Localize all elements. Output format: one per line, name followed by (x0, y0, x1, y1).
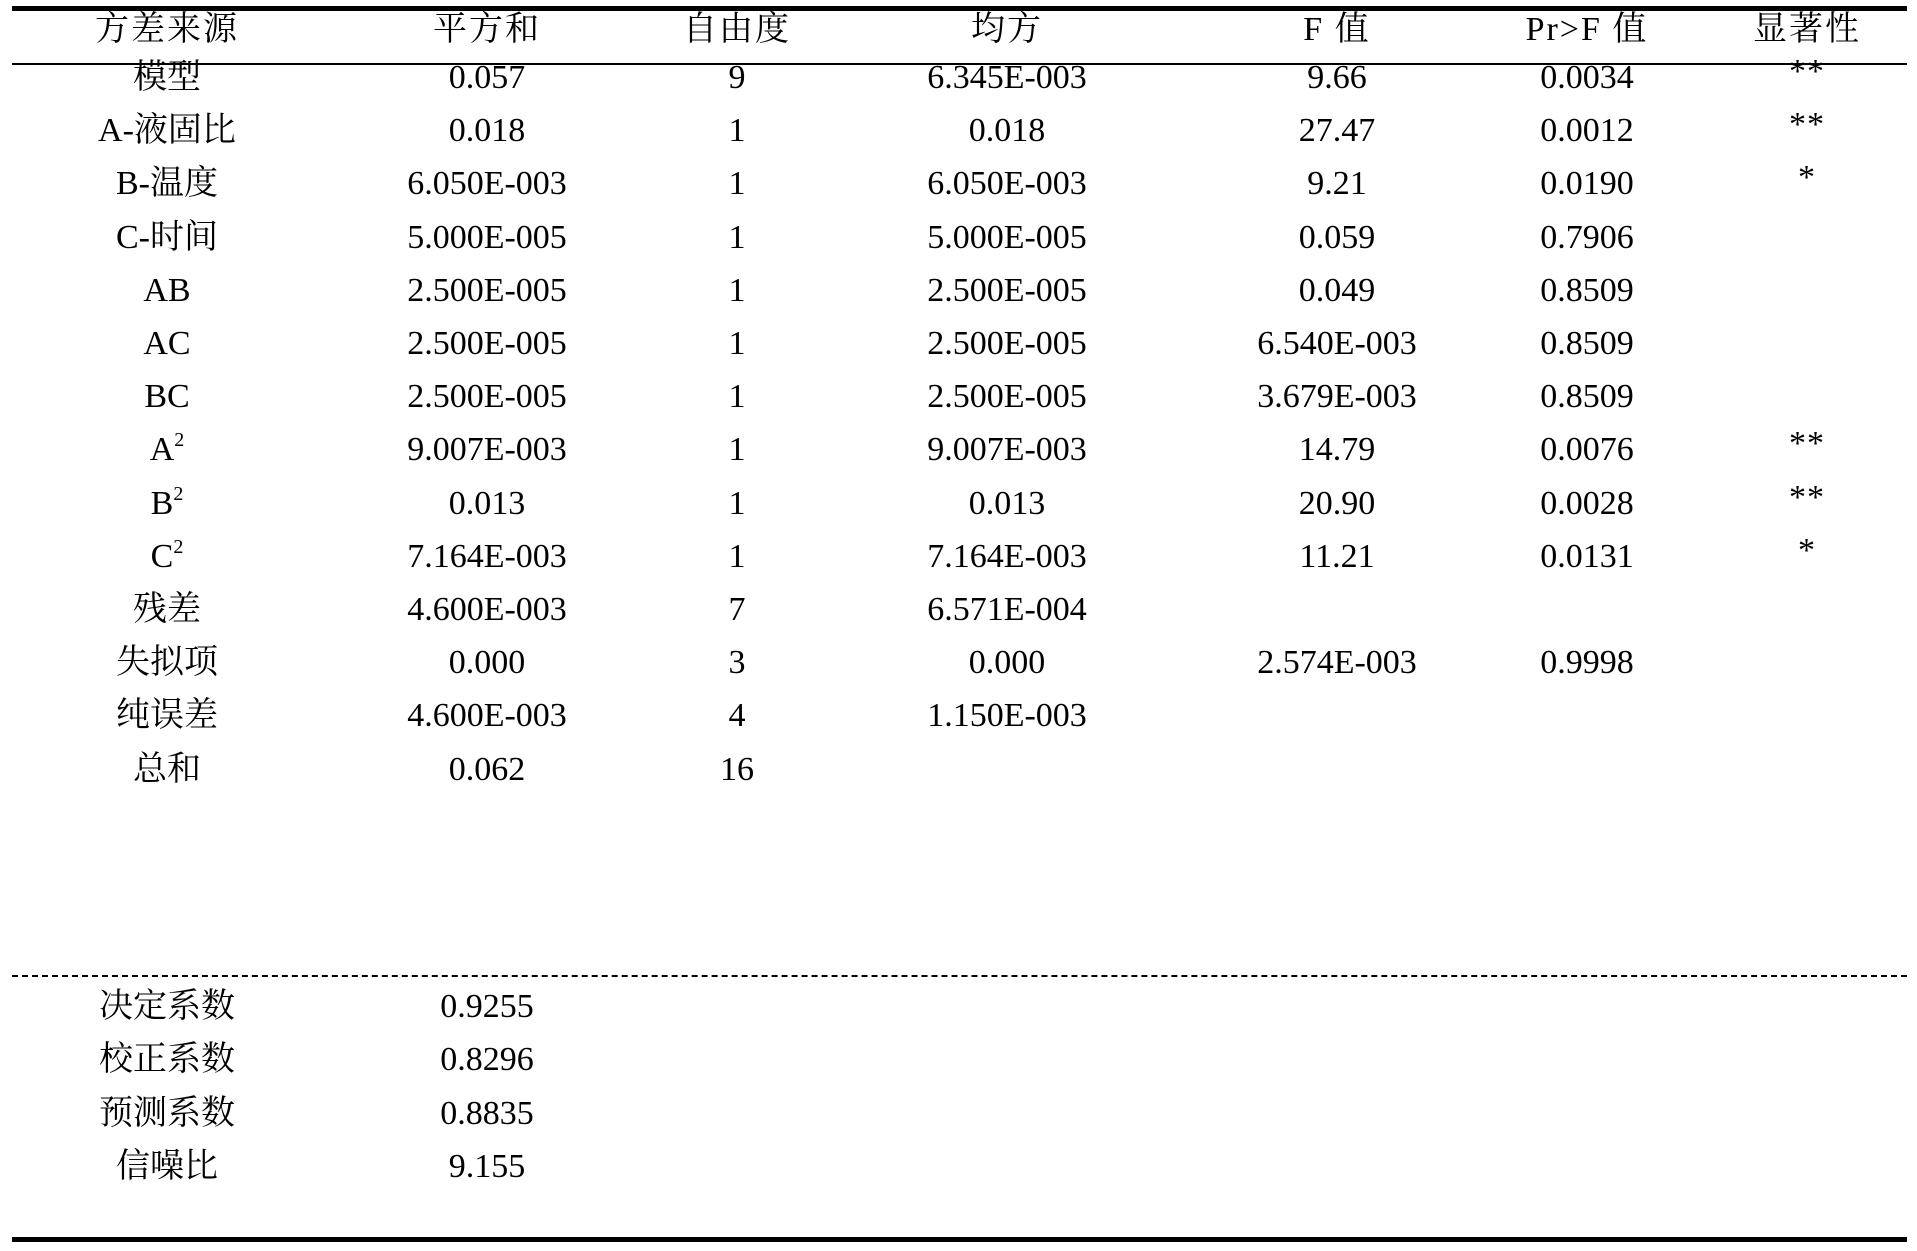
stat-value: 0.8835 (440, 1094, 534, 1132)
cell-significance (1712, 271, 1902, 311)
table-dashed-separator (12, 975, 1907, 977)
cell-p-value (1452, 643, 1722, 683)
f-value-value: 14.79 (1298, 431, 1376, 469)
cell-p-value (1452, 590, 1722, 630)
sum-of-squares-value: 2.500E-005 (407, 325, 567, 362)
cell-sum-of-squares (342, 377, 632, 417)
f-value-value: 0.049 (1298, 271, 1376, 309)
sum-of-squares-value: 4.600E-003 (407, 591, 567, 628)
cell-source (52, 271, 282, 311)
header-sum-of-squares: 平方和 (433, 11, 541, 48)
cell-degrees-of-freedom (642, 218, 832, 258)
f-value-value: 20.90 (1298, 484, 1376, 522)
cell-significance (1712, 106, 1902, 151)
table-row (12, 271, 1907, 311)
degrees-of-freedom-value: 1 (728, 325, 746, 362)
anova-table (12, 0, 1907, 1251)
source-label: A-液固比 (98, 112, 236, 150)
degrees-of-freedom-value: 1 (728, 271, 746, 309)
f-value-value: 2.574E-003 (1257, 644, 1417, 682)
cell-sum-of-squares (342, 58, 632, 98)
mean-square-value: 0.000 (968, 644, 1046, 682)
cell-sum-of-squares (342, 218, 632, 258)
cell-source (52, 696, 282, 736)
cell-sum-of-squares (342, 696, 632, 736)
mean-square-value: 5.000E-005 (927, 218, 1087, 256)
mean-square-value: 2.500E-005 (927, 325, 1087, 362)
mean-square-value: 2.500E-005 (927, 271, 1087, 309)
sum-of-squares-value: 0.018 (448, 112, 526, 150)
cell-source (52, 164, 282, 204)
cell-significance (1712, 159, 1902, 204)
cell-degrees-of-freedom (642, 164, 832, 204)
cell-source (52, 537, 282, 577)
cell-source (52, 643, 282, 683)
significance-value: * (1798, 159, 1816, 197)
degrees-of-freedom-value: 16 (720, 750, 754, 788)
cell-degrees-of-freedom (642, 484, 832, 524)
cell-significance (1712, 324, 1902, 364)
p-value-value: 0.0076 (1540, 431, 1634, 469)
cell-p-value (1452, 537, 1722, 577)
f-value-value: 6.540E-003 (1257, 325, 1417, 362)
cell-degrees-of-freedom (642, 271, 832, 311)
degrees-of-freedom-value: 9 (728, 59, 746, 96)
cell-p-value (1452, 377, 1722, 417)
cell-degrees-of-freedom (642, 58, 832, 98)
header-significance: 显著性 (1753, 11, 1861, 48)
p-value-value: 0.0190 (1540, 165, 1634, 203)
cell-significance (1712, 478, 1902, 524)
stat-value: 0.8296 (440, 1041, 534, 1079)
table-row (12, 590, 1907, 630)
degrees-of-freedom-value: 1 (728, 537, 746, 575)
cell-source (52, 111, 282, 151)
cell-mean-square (862, 643, 1152, 683)
cell-degrees-of-freedom (642, 537, 832, 577)
cell-source (52, 750, 282, 790)
header-source: 方差来源 (95, 11, 239, 48)
cell-p-value (1452, 111, 1722, 151)
cell-mean-square (862, 111, 1152, 151)
cell-degrees-of-freedom (642, 696, 832, 736)
p-value-value: 0.8509 (1540, 378, 1634, 416)
p-value-value: 0.8509 (1540, 325, 1634, 362)
cell-degrees-of-freedom (642, 377, 832, 417)
cell-mean-square (862, 750, 1152, 790)
cell-source (52, 430, 282, 470)
p-value-value: 0.0034 (1540, 59, 1634, 96)
table-row (12, 159, 1907, 204)
mean-square-value: 1.150E-003 (927, 697, 1087, 735)
source-label: BC (144, 378, 190, 416)
cell-sum-of-squares (342, 111, 632, 151)
mean-square-value: 7.164E-003 (927, 537, 1087, 575)
mean-square-value: 2.500E-005 (927, 378, 1087, 416)
sum-of-squares-value: 0.000 (448, 644, 526, 682)
cell-degrees-of-freedom (642, 590, 832, 630)
table-bottom-rule (12, 1237, 1907, 1242)
cell-mean-square (862, 58, 1152, 98)
cell-p-value (1452, 58, 1722, 98)
source-label: 总和 (133, 750, 201, 788)
cell-source (52, 590, 282, 630)
cell-mean-square (862, 377, 1152, 417)
mean-square-value: 9.007E-003 (927, 431, 1087, 469)
cell-sum-of-squares (342, 643, 632, 683)
source-label: 纯误差 (116, 697, 218, 735)
f-value-value: 0.059 (1298, 218, 1376, 256)
cell-mean-square (862, 590, 1152, 630)
source-label: 失拟项 (116, 644, 218, 682)
sum-of-squares-value: 0.062 (448, 750, 526, 788)
table-row (12, 531, 1907, 577)
source-label: C-时间 (116, 218, 218, 256)
sum-of-squares-value: 5.000E-005 (407, 218, 567, 256)
significance-value: ** (1789, 425, 1825, 463)
table-row (12, 643, 1907, 683)
cell-p-value (1452, 696, 1722, 736)
f-value-value: 9.21 (1307, 165, 1367, 203)
mean-square-value: 6.571E-004 (927, 591, 1087, 628)
cell-sum-of-squares (342, 324, 632, 364)
source-label: A (149, 431, 175, 469)
stat-value: 9.155 (448, 1147, 526, 1185)
header-degrees-of-freedom: 自由度 (683, 11, 791, 48)
degrees-of-freedom-value: 3 (728, 644, 746, 682)
source-label: B-温度 (116, 165, 218, 203)
header-f-value: F 值 (1303, 11, 1371, 48)
p-value-value: 0.8509 (1540, 271, 1634, 309)
cell-mean-square (862, 696, 1152, 736)
p-value-value: 0.0012 (1540, 112, 1634, 150)
source-superscript: 2 (173, 535, 184, 558)
cell-source (52, 58, 282, 98)
cell-significance (1712, 750, 1902, 790)
table-row (12, 218, 1907, 258)
cell-mean-square (862, 484, 1152, 524)
cell-degrees-of-freedom (642, 430, 832, 470)
cell-p-value (1452, 750, 1722, 790)
cell-p-value (1452, 218, 1722, 258)
cell-source (52, 484, 282, 524)
cell-source (52, 324, 282, 364)
cell-p-value (1452, 430, 1722, 470)
p-value-value: 0.0131 (1540, 537, 1634, 575)
degrees-of-freedom-value: 4 (728, 697, 746, 735)
cell-degrees-of-freedom (642, 324, 832, 364)
degrees-of-freedom-value: 1 (728, 218, 746, 256)
degrees-of-freedom-value: 1 (728, 378, 746, 416)
cell-significance (1712, 643, 1902, 683)
significance-value: ** (1789, 106, 1825, 144)
cell-significance (1712, 377, 1902, 417)
cell-significance (1712, 531, 1902, 577)
cell-mean-square (862, 271, 1152, 311)
stat-row (12, 1147, 1907, 1187)
source-label: AB (143, 271, 191, 309)
cell-significance (1712, 425, 1902, 470)
stat-row (12, 1040, 1907, 1080)
cell-mean-square (862, 430, 1152, 470)
table-row (12, 478, 1907, 524)
degrees-of-freedom-value: 1 (728, 431, 746, 469)
source-superscript: 2 (174, 429, 185, 452)
cell-sum-of-squares (342, 164, 632, 204)
mean-square-value: 0.018 (968, 112, 1046, 150)
cell-degrees-of-freedom (642, 111, 832, 151)
table-row (12, 696, 1907, 736)
mean-square-value: 6.050E-003 (927, 165, 1087, 203)
degrees-of-freedom-value: 1 (728, 112, 746, 150)
source-label: B (150, 484, 174, 522)
p-value-value: 0.7906 (1540, 218, 1634, 256)
stat-label: 预测系数 (99, 1094, 235, 1132)
sum-of-squares-value: 4.600E-003 (407, 697, 567, 735)
f-value-value: 3.679E-003 (1257, 378, 1417, 416)
mean-square-value: 0.013 (968, 484, 1046, 522)
degrees-of-freedom-value: 7 (728, 591, 746, 628)
cell-significance (1712, 53, 1902, 98)
significance-value: ** (1789, 478, 1825, 516)
table-header-row (12, 10, 1907, 50)
cell-mean-square (862, 164, 1152, 204)
cell-mean-square (862, 218, 1152, 258)
sum-of-squares-value: 0.057 (448, 59, 526, 96)
cell-source (52, 377, 282, 417)
cell-mean-square (862, 324, 1152, 364)
sum-of-squares-value: 6.050E-003 (407, 165, 567, 203)
table-row (12, 324, 1907, 364)
header-p-value: Pr>F 值 (1525, 11, 1649, 48)
stat-row (12, 987, 1907, 1027)
cell-degrees-of-freedom (642, 643, 832, 683)
cell-sum-of-squares (342, 537, 632, 577)
sum-of-squares-value: 2.500E-005 (407, 378, 567, 416)
f-value-value: 11.21 (1299, 537, 1375, 575)
sum-of-squares-value: 9.007E-003 (407, 431, 567, 469)
table-row (12, 425, 1907, 470)
cell-p-value (1452, 164, 1722, 204)
stat-label: 决定系数 (99, 988, 235, 1025)
table-row (12, 377, 1907, 417)
f-value-value: 9.66 (1307, 59, 1367, 96)
stat-label: 校正系数 (99, 1041, 235, 1079)
cell-significance (1712, 590, 1902, 630)
cell-sum-of-squares (342, 271, 632, 311)
cell-p-value (1452, 271, 1722, 311)
cell-sum-of-squares (342, 484, 632, 524)
stat-value: 0.9255 (440, 988, 534, 1025)
cell-sum-of-squares (342, 750, 632, 790)
table-row (12, 750, 1907, 790)
stat-row (12, 1094, 1907, 1134)
cell-sum-of-squares (342, 590, 632, 630)
cell-p-value (1452, 324, 1722, 364)
cell-sum-of-squares (342, 430, 632, 470)
cell-mean-square (862, 537, 1152, 577)
stat-label: 信噪比 (116, 1147, 218, 1185)
table-row (12, 106, 1907, 151)
significance-value: * (1798, 531, 1816, 569)
degrees-of-freedom-value: 1 (728, 484, 746, 522)
sum-of-squares-value: 0.013 (448, 484, 526, 522)
mean-square-value: 6.345E-003 (927, 59, 1087, 96)
source-superscript: 2 (173, 482, 184, 505)
source-label: 模型 (133, 59, 201, 96)
cell-significance (1712, 218, 1902, 258)
source-label: 残差 (133, 591, 201, 628)
p-value-value: 0.0028 (1540, 484, 1634, 522)
degrees-of-freedom-value: 1 (728, 165, 746, 203)
f-value-value: 27.47 (1298, 112, 1376, 150)
source-label: AC (143, 325, 191, 362)
sum-of-squares-value: 2.500E-005 (407, 271, 567, 309)
table-row (12, 53, 1907, 98)
sum-of-squares-value: 7.164E-003 (407, 537, 567, 575)
cell-p-value (1452, 484, 1722, 524)
header-mean-square: 均方 (971, 11, 1043, 48)
p-value-value: 0.9998 (1540, 644, 1634, 682)
significance-value: ** (1789, 53, 1825, 90)
source-label: C (150, 537, 174, 575)
cell-source (52, 218, 282, 258)
cell-degrees-of-freedom (642, 750, 832, 790)
cell-significance (1712, 696, 1902, 736)
